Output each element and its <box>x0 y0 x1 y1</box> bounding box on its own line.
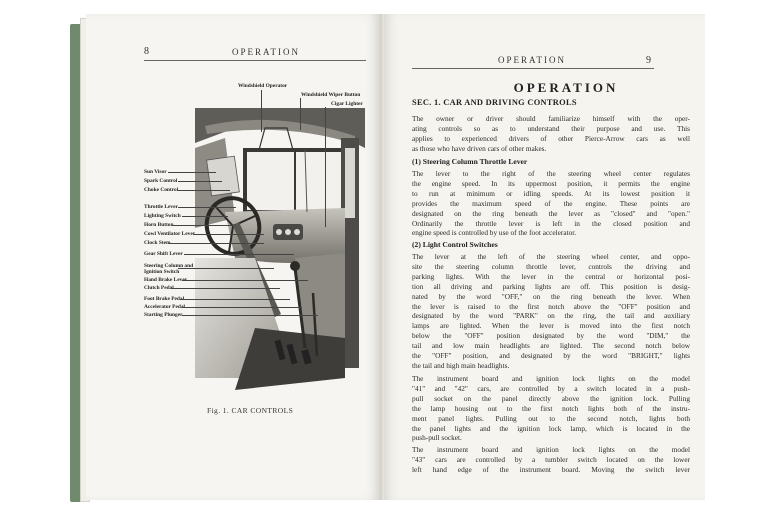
text-line: designated by the word "PARK" on the ring, the tail and auxiliary <box>412 311 690 321</box>
callout-horn-button: Horn Button <box>144 222 174 228</box>
section-heading: SEC. 1. CAR AND DRIVING CONTROLS <box>412 98 577 107</box>
left-running-head: OPERATION <box>232 47 301 57</box>
text-line: The lever to the right of the steering wheel center regulates <box>412 169 690 178</box>
leader-spark-control <box>178 181 222 182</box>
text-line: the lever is raised to the first notch above the "OFF" position and <box>412 301 690 311</box>
callout-gear-shift-lever: Gear Shift Lever <box>144 251 183 257</box>
leader-clutch-pedal <box>172 288 280 289</box>
text-line: to run at minimum or idling speeds. At its lowest position it <box>412 188 690 198</box>
car-interior-drawing <box>195 108 365 390</box>
leader-hand-brake-lever <box>182 280 308 281</box>
left-header-rule <box>144 60 366 61</box>
leader-steering-column-ignition <box>178 268 274 269</box>
text-line: The lever at the left of the steering wheel center, and oppo- <box>412 252 690 261</box>
leader-cowl-ventilator-lever <box>194 234 264 235</box>
callout-steering-column: Steering Column and <box>144 263 194 269</box>
text-line: applies to experienced drivers of other Pierce-Arrow cars as well <box>412 133 690 143</box>
subhead-light-control-switches: (2) Light Control Switches <box>412 240 498 249</box>
callout-clutch-pedal: Clutch Pedal <box>144 285 174 291</box>
figure-caption: Fig. 1. CAR CONTROLS <box>207 406 294 415</box>
text-line: below the "OFF" position designated by the word "DIM," the <box>412 331 690 341</box>
callout-clock-stem: Clock Stem <box>144 240 171 246</box>
leader-foot-brake-pedal <box>180 299 290 300</box>
callout-sun-visor: Sun Visor <box>144 169 167 175</box>
page-title: OPERATION <box>513 80 619 95</box>
text-line: designated on the ring beneath the lever as "closed" and "open." <box>412 208 690 218</box>
text-line: site the steering column throttle lever, controls the driving and <box>412 261 690 271</box>
right-running-head: OPERATION <box>498 55 567 65</box>
leader-windshield-operator <box>261 90 262 132</box>
leader-cigar-lighter <box>325 107 326 227</box>
text-line: "41" and "42" cars, are controlled by a switch located in a push- <box>412 383 690 393</box>
leader-throttle-lever <box>178 207 236 208</box>
text-line: tail and low main headlights are lighted. The second notch below <box>412 341 690 351</box>
leader-lighting-switch <box>182 216 228 217</box>
text-line: push-pull socket. <box>412 433 462 443</box>
text-line: ating controls so as to understand their purpose and use. This <box>412 123 690 133</box>
callout-hand-brake-lever: Hand Brake Lever <box>144 277 188 283</box>
right-page-number: 9 <box>646 55 651 66</box>
text-line: the tail and high main headlights. <box>412 360 510 370</box>
callout-spark-control: Spark Control <box>144 178 178 184</box>
leader-windshield-wiper-button <box>300 98 301 130</box>
callout-windshield-wiper-button: Windshield Wiper Button <box>301 92 361 98</box>
leader-horn-button <box>172 225 234 226</box>
text-line: tion all driving and parking lights are off. This position is desig- <box>412 281 690 291</box>
text-line: "43" cars are controlled by a tumbler switch located on the lower <box>412 454 690 464</box>
text-line: ment panel lights. Pulling out to the second notch, lights both <box>412 413 690 423</box>
callout-lighting-switch: Lighting Switch <box>144 213 181 219</box>
car-controls-illustration <box>195 108 365 390</box>
leader-starting-plunger <box>182 315 318 316</box>
leader-sun-visor <box>168 172 216 173</box>
callout-throttle-lever: Throttle Lever <box>144 204 178 210</box>
callout-foot-brake-pedal: Foot Brake Pedal <box>144 296 185 302</box>
right-header-rule <box>412 68 654 69</box>
text-line: as those who have driven cars of other makes. <box>412 143 547 153</box>
text-line: provides the maximum speed of the engine. These points are <box>412 198 690 208</box>
callout-cowl-ventilator-lever: Cowl Ventilator Lever <box>144 231 196 237</box>
text-line: left hand edge of the instrument board. Moving the switch lever <box>412 464 690 474</box>
callout-starting-plunger: Starting Plunger <box>144 312 183 318</box>
leader-choke-control <box>178 190 230 191</box>
text-line: the engine speed. In its uppermost position, it permits the engine <box>412 178 690 188</box>
text-line: Ordinarily the throttle lever is left in the closed position and <box>412 218 690 228</box>
text-line: the panel lights and the ignition lock lamp, which is located in the <box>412 423 690 433</box>
text-line: The instrument board and ignition lock lights on the model <box>412 445 690 454</box>
callout-windshield-operator: Windshield Operator <box>238 83 288 89</box>
intro-paragraph <box>412 114 690 154</box>
panel-lights-paragraph <box>412 374 690 443</box>
text-line: the "OFF" position, and designated by the word "BRIGHT," lights <box>412 351 690 361</box>
callout-cigar-lighter: Cigar Lighter <box>331 101 363 107</box>
leader-accelerator-pedal <box>182 307 302 308</box>
callout-choke-control: Choke Control <box>144 187 179 193</box>
text-line: lamps are lighted. When the lever is moved into the first notch <box>412 321 690 331</box>
callout-ignition-switch: Ignition Switch <box>144 269 180 275</box>
text-line: parking lights. With the lever in the central or horizontal posi- <box>412 271 690 281</box>
throttle-lever-paragraph <box>412 169 690 238</box>
light-control-paragraph <box>412 252 690 371</box>
text-line: The instrument board and ignition lock lights on the model <box>412 374 690 383</box>
left-page-number: 8 <box>144 46 149 57</box>
text-line: The owner or driver should familiarize himself with the oper- <box>412 114 690 123</box>
callout-accelerator-pedal: Accelerator Pedal <box>144 304 186 310</box>
leader-clock-stem <box>168 243 264 244</box>
book-gutter <box>380 14 384 500</box>
text-line: pull socket on the panel directly above the ignition lock. Pulling <box>412 393 690 403</box>
text-line: engine speed is controlled by use of the foot accelerator. <box>412 228 577 238</box>
model-43-paragraph <box>412 445 690 475</box>
leader-gear-shift-lever <box>184 254 294 255</box>
subhead-throttle-lever: (1) Steering Column Throttle Lever <box>412 157 528 166</box>
text-line: the lamp housing out to the first notch lights both of the instru- <box>412 403 690 413</box>
text-line: nated by the word "OFF," on the ring beneath the lever. When <box>412 291 690 301</box>
